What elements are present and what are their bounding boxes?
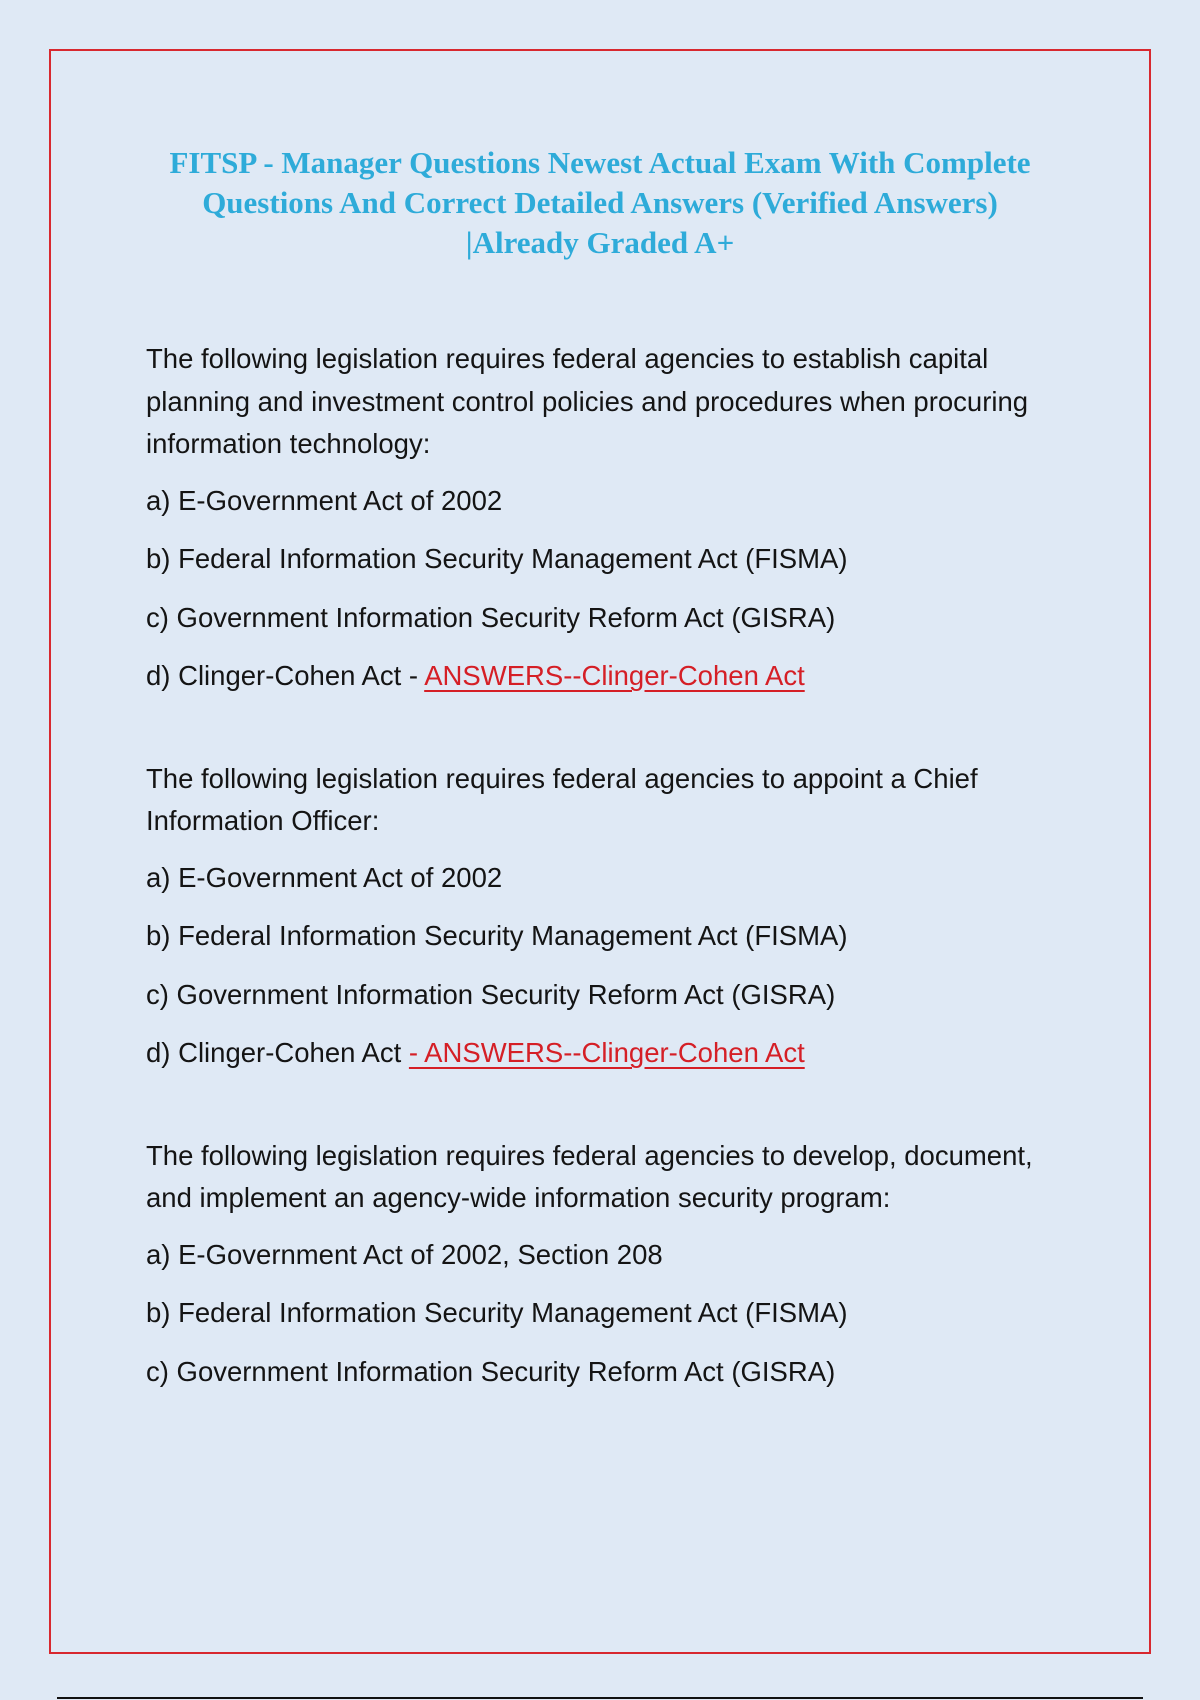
footer-divider — [57, 1697, 1143, 1699]
document-title — [100, 143, 1100, 263]
question-1 — [146, 338, 1086, 706]
question-2-option-a: a) E-Government Act of 2002 — [146, 861, 503, 893]
question-2 — [146, 758, 1086, 1083]
question-2-option-b: b) Federal Information Security Management Act (FISMA) — [146, 920, 848, 951]
question-3-option-a: a) E-Government Act of 2002, Section 208 — [146, 1238, 663, 1270]
question-1-options — [146, 472, 1086, 706]
question-3-options — [146, 1226, 1086, 1402]
question-3-option-b: b) Federal Information Security Management Act (FISMA) — [146, 1297, 848, 1328]
document-body — [146, 338, 1086, 1401]
question-2-text: The following legislation requires federal agencies to appoint a Chief Information Officer: — [146, 762, 978, 836]
question-1-text: The following legislation requires federal agencies to establish capital planning and investment control policies and procedures when procuring information technology: — [146, 343, 1029, 459]
question-1-option-d-label: d) Clinger-Cohen Act - — [146, 660, 425, 691]
question-2-option-c: c) Government Information Security Reform Act (GISRA) — [146, 978, 836, 1010]
title-line-1: FITSP - Manager Questions Newest Actual Exam With Complete — [169, 145, 1031, 180]
question-2-options — [146, 849, 1086, 1083]
title-line-3: |Already Graded A+ — [465, 225, 735, 260]
question-3-option-c: c) Government Information Security Reform Act (GISRA) — [146, 1355, 836, 1387]
question-1-option-d — [146, 647, 1086, 706]
question-3 — [146, 1135, 1086, 1402]
question-2-answer: - ANSWERS--Clinger-Cohen Act — [408, 1037, 805, 1068]
question-1-answer: ANSWERS--Clinger-Cohen Act — [424, 660, 805, 691]
question-2-option-d — [146, 1024, 1086, 1083]
question-1-option-c: c) Government Information Security Reform Act (GISRA) — [146, 601, 836, 633]
question-1-option-b: b) Federal Information Security Management Act (FISMA) — [146, 543, 848, 574]
question-2-option-d-label: d) Clinger-Cohen Act — [146, 1037, 409, 1068]
question-1-option-a: a) E-Government Act of 2002 — [146, 484, 503, 516]
question-3-text: The following legislation requires federal agencies to develop, document, and implement an agency-wide information security program: — [146, 1139, 1033, 1213]
title-line-2: Questions And Correct Detailed Answers (Verified Answers) — [202, 185, 998, 220]
